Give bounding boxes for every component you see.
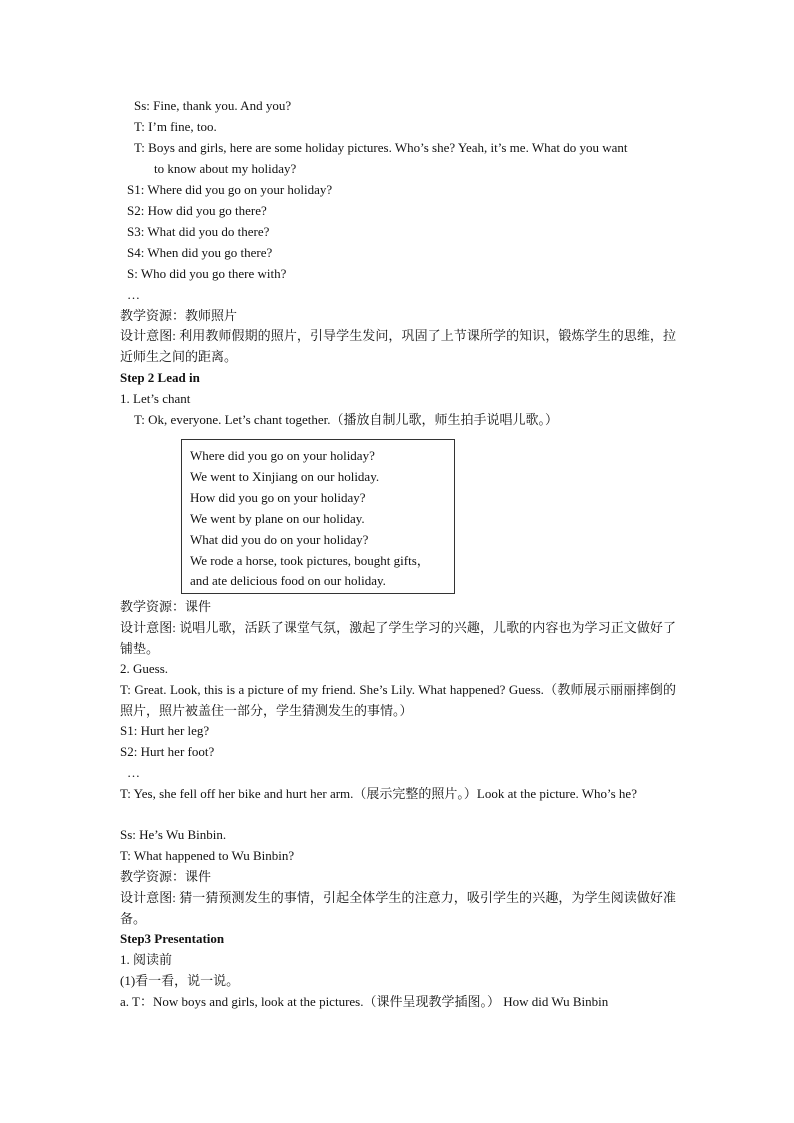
dialogue-line: S1: Where did you go on your holiday? bbox=[127, 182, 333, 197]
dialogue-line: T: Great. Look, this is a picture of my friend. She’s Lily. What happened? Guess.（教师展示丽丽摔倒的照片，照片被盖住一部分，学生猜测发生的事情。） bbox=[120, 682, 676, 718]
dialogue-line: Ss: He’s Wu Binbin. bbox=[120, 827, 227, 842]
chant-line: and ate delicious food on our holiday. bbox=[190, 573, 386, 589]
teaching-resource: 教学资源：课件 bbox=[120, 869, 212, 884]
dialogue-line: T: I’m fine, too. bbox=[134, 119, 217, 134]
dialogue-line: S3: What did you do there? bbox=[127, 224, 270, 239]
chant-line: Where did you go on your holiday? bbox=[190, 448, 375, 463]
dialogue-line: a. T：Now boys and girls, look at the pictures.（课件呈现教学插图。） How did Wu Binbin bbox=[120, 994, 609, 1009]
chant-line: We went by plane on our holiday. bbox=[190, 510, 365, 526]
ellipsis: … bbox=[127, 765, 140, 780]
dialogue-line: Ss: Fine, thank you. And you? bbox=[134, 98, 292, 113]
chant-line: What did you do on your holiday? bbox=[190, 531, 369, 547]
design-intent: 设计意图: 猜一猜预测发生的事情，引起全体学生的注意力，吸引学生的兴趣，为学生阅读做好准备。 bbox=[120, 890, 676, 926]
chant-line: How did you go on your holiday? bbox=[190, 489, 366, 505]
ellipsis: … bbox=[127, 287, 140, 302]
chant-line: We went to Xinjiang on our holiday. bbox=[190, 468, 380, 484]
dialogue-line: to know about my holiday? bbox=[154, 161, 297, 176]
list-item: (1)看一看，说一说。 bbox=[120, 973, 240, 988]
teaching-resource: 教学资源：教师照片 bbox=[120, 308, 238, 323]
dialogue-line: S4: When did you go there? bbox=[127, 245, 273, 260]
design-intent: 设计意图: 说唱儿歌，活跃了课堂气氛，激起了学生学习的兴趣，儿歌的内容也为学习正文做好了铺垫。 bbox=[120, 620, 676, 656]
step-heading: Step 2 Lead in bbox=[120, 370, 200, 385]
teaching-resource: 教学资源：课件 bbox=[120, 599, 212, 614]
dialogue-line: S1: Hurt her leg? bbox=[120, 723, 210, 738]
list-item: 1. 阅读前 bbox=[120, 952, 173, 967]
dialogue-line: T: Yes, she fell off her bike and hurt her arm.（展示完整的照片。）Look at the picture. Who’s he? bbox=[120, 786, 637, 801]
chant-title: 1. Let’s chant bbox=[120, 391, 191, 406]
dialogue-line: S2: How did you go there? bbox=[127, 203, 267, 218]
dialogue-line: T: Boys and girls, here are some holiday pictures. Who’s she? Yeah, it’s me. What do you want bbox=[134, 140, 628, 155]
guess-title: 2. Guess. bbox=[120, 661, 169, 676]
chant-intro: T: Ok, everyone. Let’s chant together.（播放自制儿歌，师生拍手说唱儿歌。） bbox=[134, 412, 558, 427]
chant-line: We rode a horse, took pictures, bought gifts， bbox=[190, 552, 430, 568]
dialogue-line: T: What happened to Wu Binbin? bbox=[120, 848, 295, 863]
dialogue-line: S2: Hurt her foot? bbox=[120, 744, 215, 759]
design-intent: 设计意图: 利用教师假期的照片，引导学生发问，巩固了上节课所学的知识，锻炼学生的思维，拉近师生之间的距离。 bbox=[120, 328, 676, 364]
chant-box bbox=[181, 439, 455, 594]
dialogue-line: S: Who did you go there with? bbox=[127, 266, 287, 281]
step-heading: Step3 Presentation bbox=[120, 931, 225, 946]
